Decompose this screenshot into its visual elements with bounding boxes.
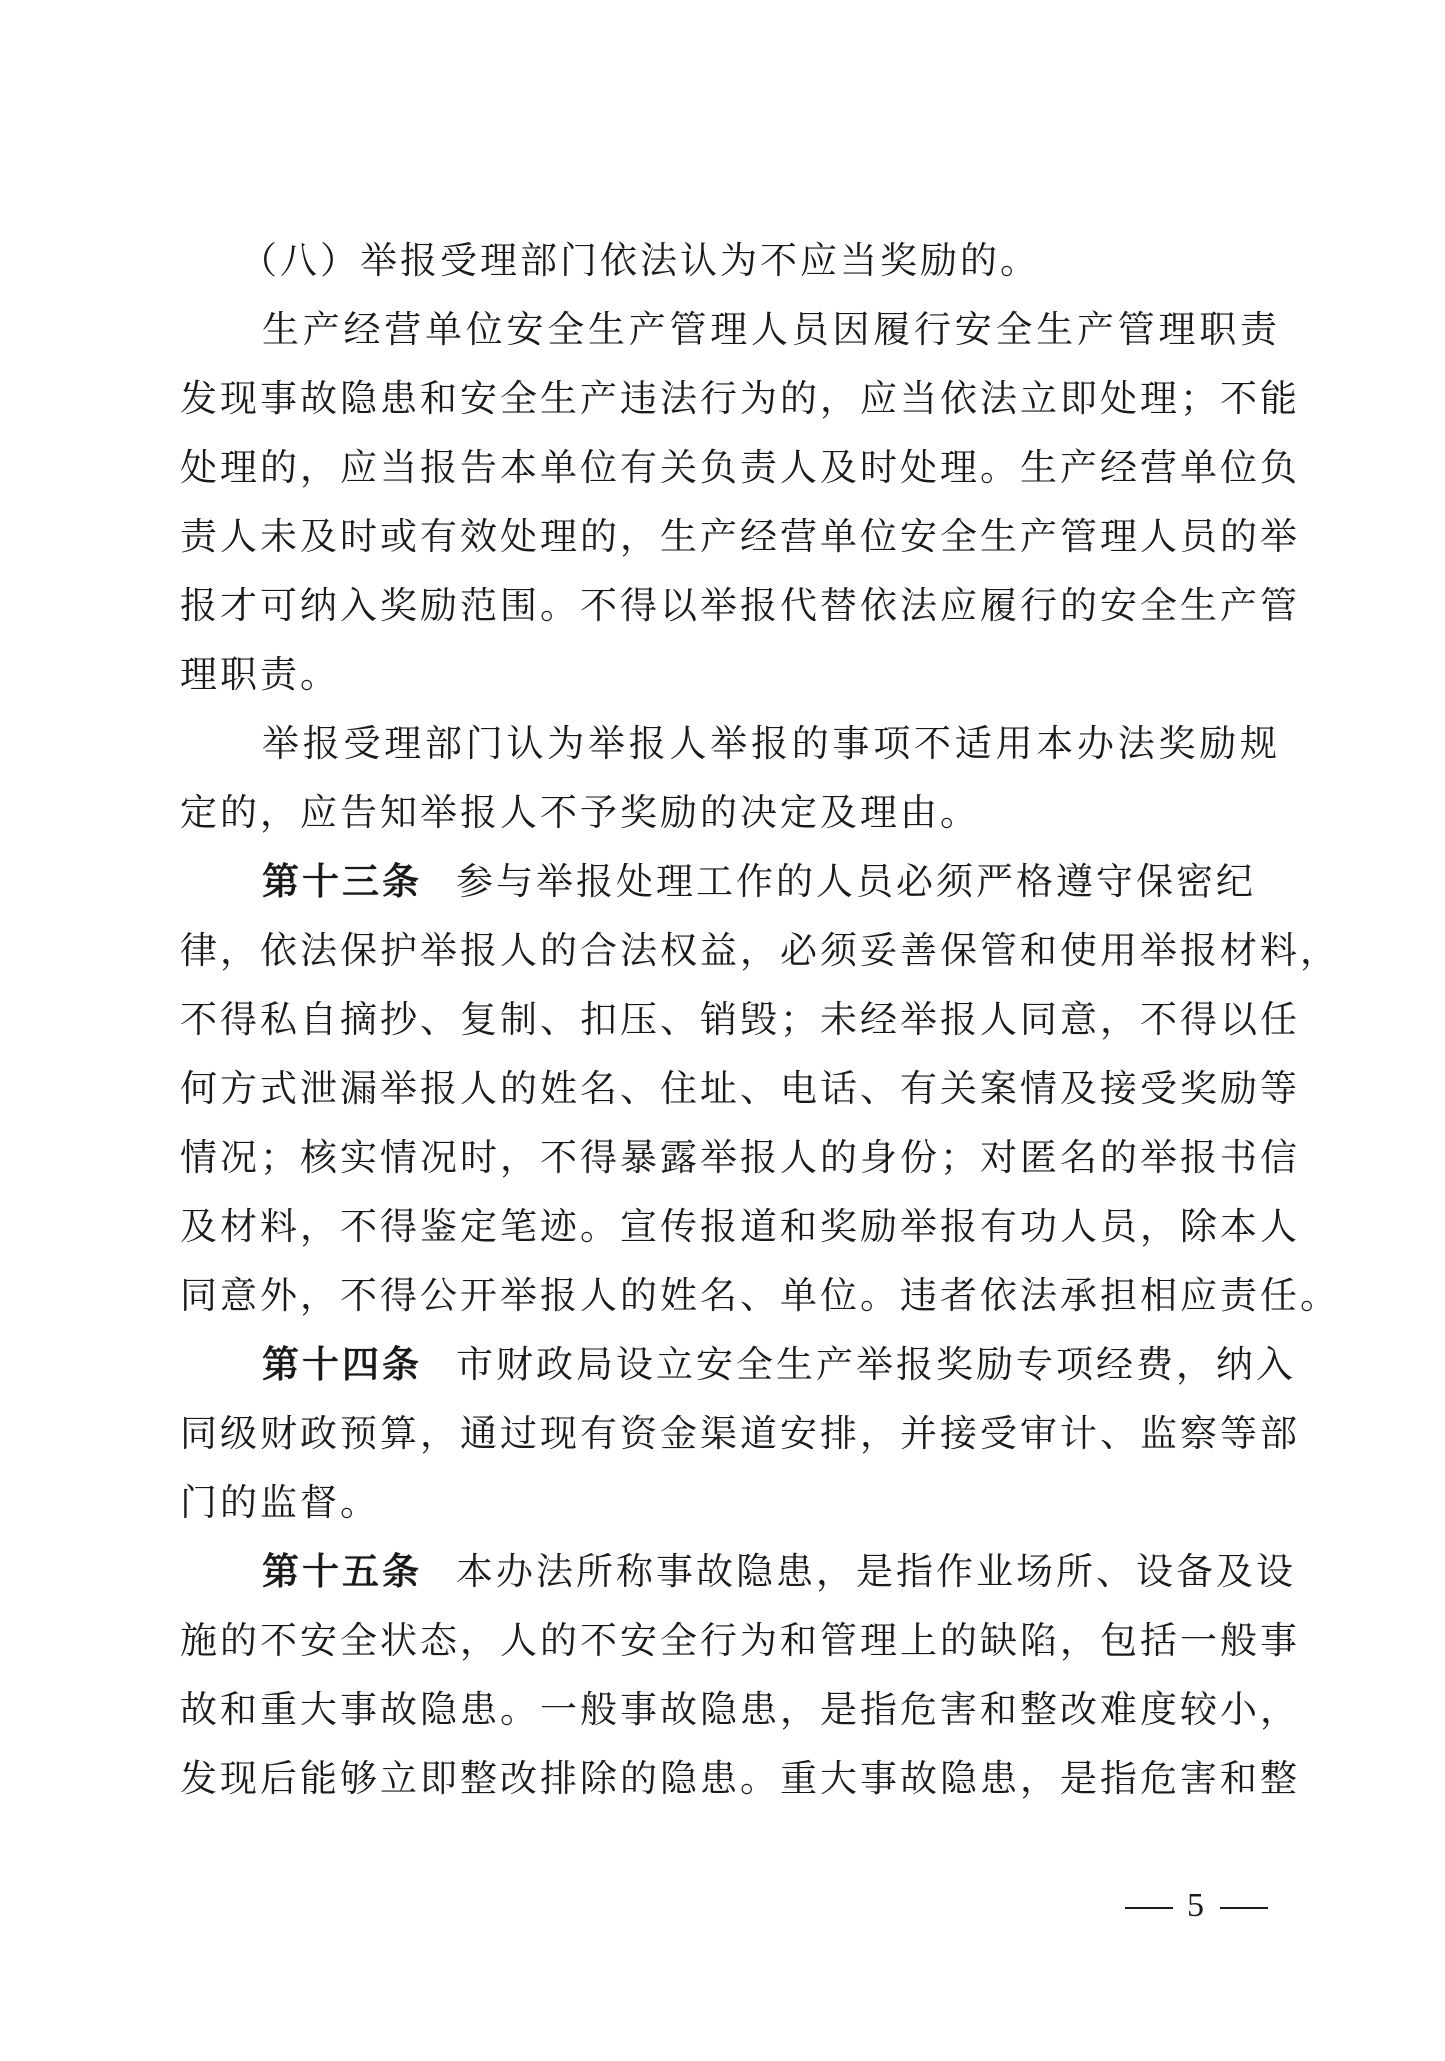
paragraph-line bbox=[180, 1606, 1300, 1675]
paragraph-line bbox=[180, 778, 1280, 847]
paragraph-text: 施的不安全状态，人的不安全行为和管理上的缺陷，包括一般事 bbox=[180, 1619, 1300, 1662]
paragraph-text: 发现后能够立即整改排除的隐患。重大事故隐患，是指危害和整 bbox=[180, 1757, 1300, 1800]
paragraph-line bbox=[180, 1468, 1280, 1537]
paragraph-line bbox=[180, 226, 1280, 295]
paragraph-line bbox=[180, 295, 1280, 364]
paragraph-line bbox=[180, 1261, 1340, 1330]
paragraph-text: 生产经营单位安全生产管理人员因履行安全生产管理职责 bbox=[262, 308, 1280, 351]
article-13-first-line bbox=[180, 847, 1280, 916]
article-heading: 第十四条 bbox=[262, 1342, 422, 1386]
paragraph-text: 同级财政预算，通过现有资金渠道安排，并接受审计、监察等部 bbox=[180, 1412, 1300, 1455]
paragraph-text: 参与举报处理工作的人员必须严格遵守保密纪 bbox=[456, 860, 1256, 903]
paragraph-line bbox=[180, 916, 1340, 985]
paragraph-text: 定的，应告知举报人不予奖励的决定及理由。 bbox=[180, 791, 980, 834]
paragraph-line bbox=[180, 1744, 1300, 1813]
paragraph-text: 理职责。 bbox=[180, 653, 340, 696]
article-14-first-line bbox=[180, 1330, 1296, 1399]
paragraph-text: 举报受理部门认为举报人举报的事项不适用本办法奖励规 bbox=[262, 722, 1280, 765]
paragraph-text: 同意外，不得公开举报人的姓名、单位。违者依法承担相应责任。 bbox=[180, 1274, 1340, 1317]
paragraph-line bbox=[180, 640, 1280, 709]
paragraph-text: 及材料，不得鉴定笔迹。宣传报道和奖励举报有功人员，除本人 bbox=[180, 1205, 1300, 1248]
paragraph-line bbox=[180, 985, 1300, 1054]
paragraph-line bbox=[180, 1675, 1300, 1744]
paragraph-text: 责人未及时或有效处理的，生产经营单位安全生产管理人员的举 bbox=[180, 515, 1300, 558]
page-number-dash-left bbox=[1125, 1907, 1173, 1909]
page-number bbox=[1125, 1887, 1268, 1925]
paragraph-line bbox=[180, 364, 1300, 433]
paragraph-text: 市财政局设立安全生产举报奖励专项经费，纳入 bbox=[456, 1343, 1296, 1386]
paragraph-line bbox=[180, 1123, 1300, 1192]
paragraph-line bbox=[180, 1192, 1300, 1261]
paragraph-line bbox=[180, 571, 1300, 640]
paragraph-text: 故和重大事故隐患。一般事故隐患，是指危害和整改难度较小， bbox=[180, 1688, 1300, 1731]
page-number-value: 5 bbox=[1187, 1887, 1206, 1924]
paragraph-text: 不得私自摘抄、复制、扣压、销毁；未经举报人同意，不得以任 bbox=[180, 998, 1300, 1041]
paragraph-text: 报才可纳入奖励范围。不得以举报代替依法应履行的安全生产管 bbox=[180, 584, 1300, 627]
paragraph-line bbox=[180, 1399, 1300, 1468]
paragraph-text: 本办法所称事故隐患，是指作业场所、设备及设 bbox=[456, 1550, 1296, 1593]
paragraph-line bbox=[180, 709, 1280, 778]
page-number-dash-right bbox=[1220, 1907, 1268, 1909]
paragraph-text: 处理的，应当报告本单位有关负责人及时处理。生产经营单位负 bbox=[180, 446, 1300, 489]
paragraph-line bbox=[180, 1054, 1300, 1123]
article-heading: 第十五条 bbox=[262, 1549, 422, 1593]
paragraph-text: 门的监督。 bbox=[180, 1481, 380, 1524]
article-15-first-line bbox=[180, 1537, 1296, 1606]
paragraph-line bbox=[180, 433, 1300, 502]
paragraph-text: 律，依法保护举报人的合法权益，必须妥善保管和使用举报材料， bbox=[180, 929, 1340, 972]
paragraph-text: 何方式泄漏举报人的姓名、住址、电话、有关案情及接受奖励等 bbox=[180, 1067, 1300, 1110]
paragraph-text: 发现事故隐患和安全生产违法行为的，应当依法立即处理；不能 bbox=[180, 377, 1300, 420]
paragraph-line bbox=[180, 502, 1300, 571]
paragraph-text: 情况；核实情况时，不得暴露举报人的身份；对匿名的举报书信 bbox=[180, 1136, 1300, 1179]
article-heading: 第十三条 bbox=[262, 859, 422, 903]
paragraph-text: （八）举报受理部门依法认为不应当奖励的。 bbox=[240, 239, 1040, 282]
body-text bbox=[180, 226, 1340, 1813]
